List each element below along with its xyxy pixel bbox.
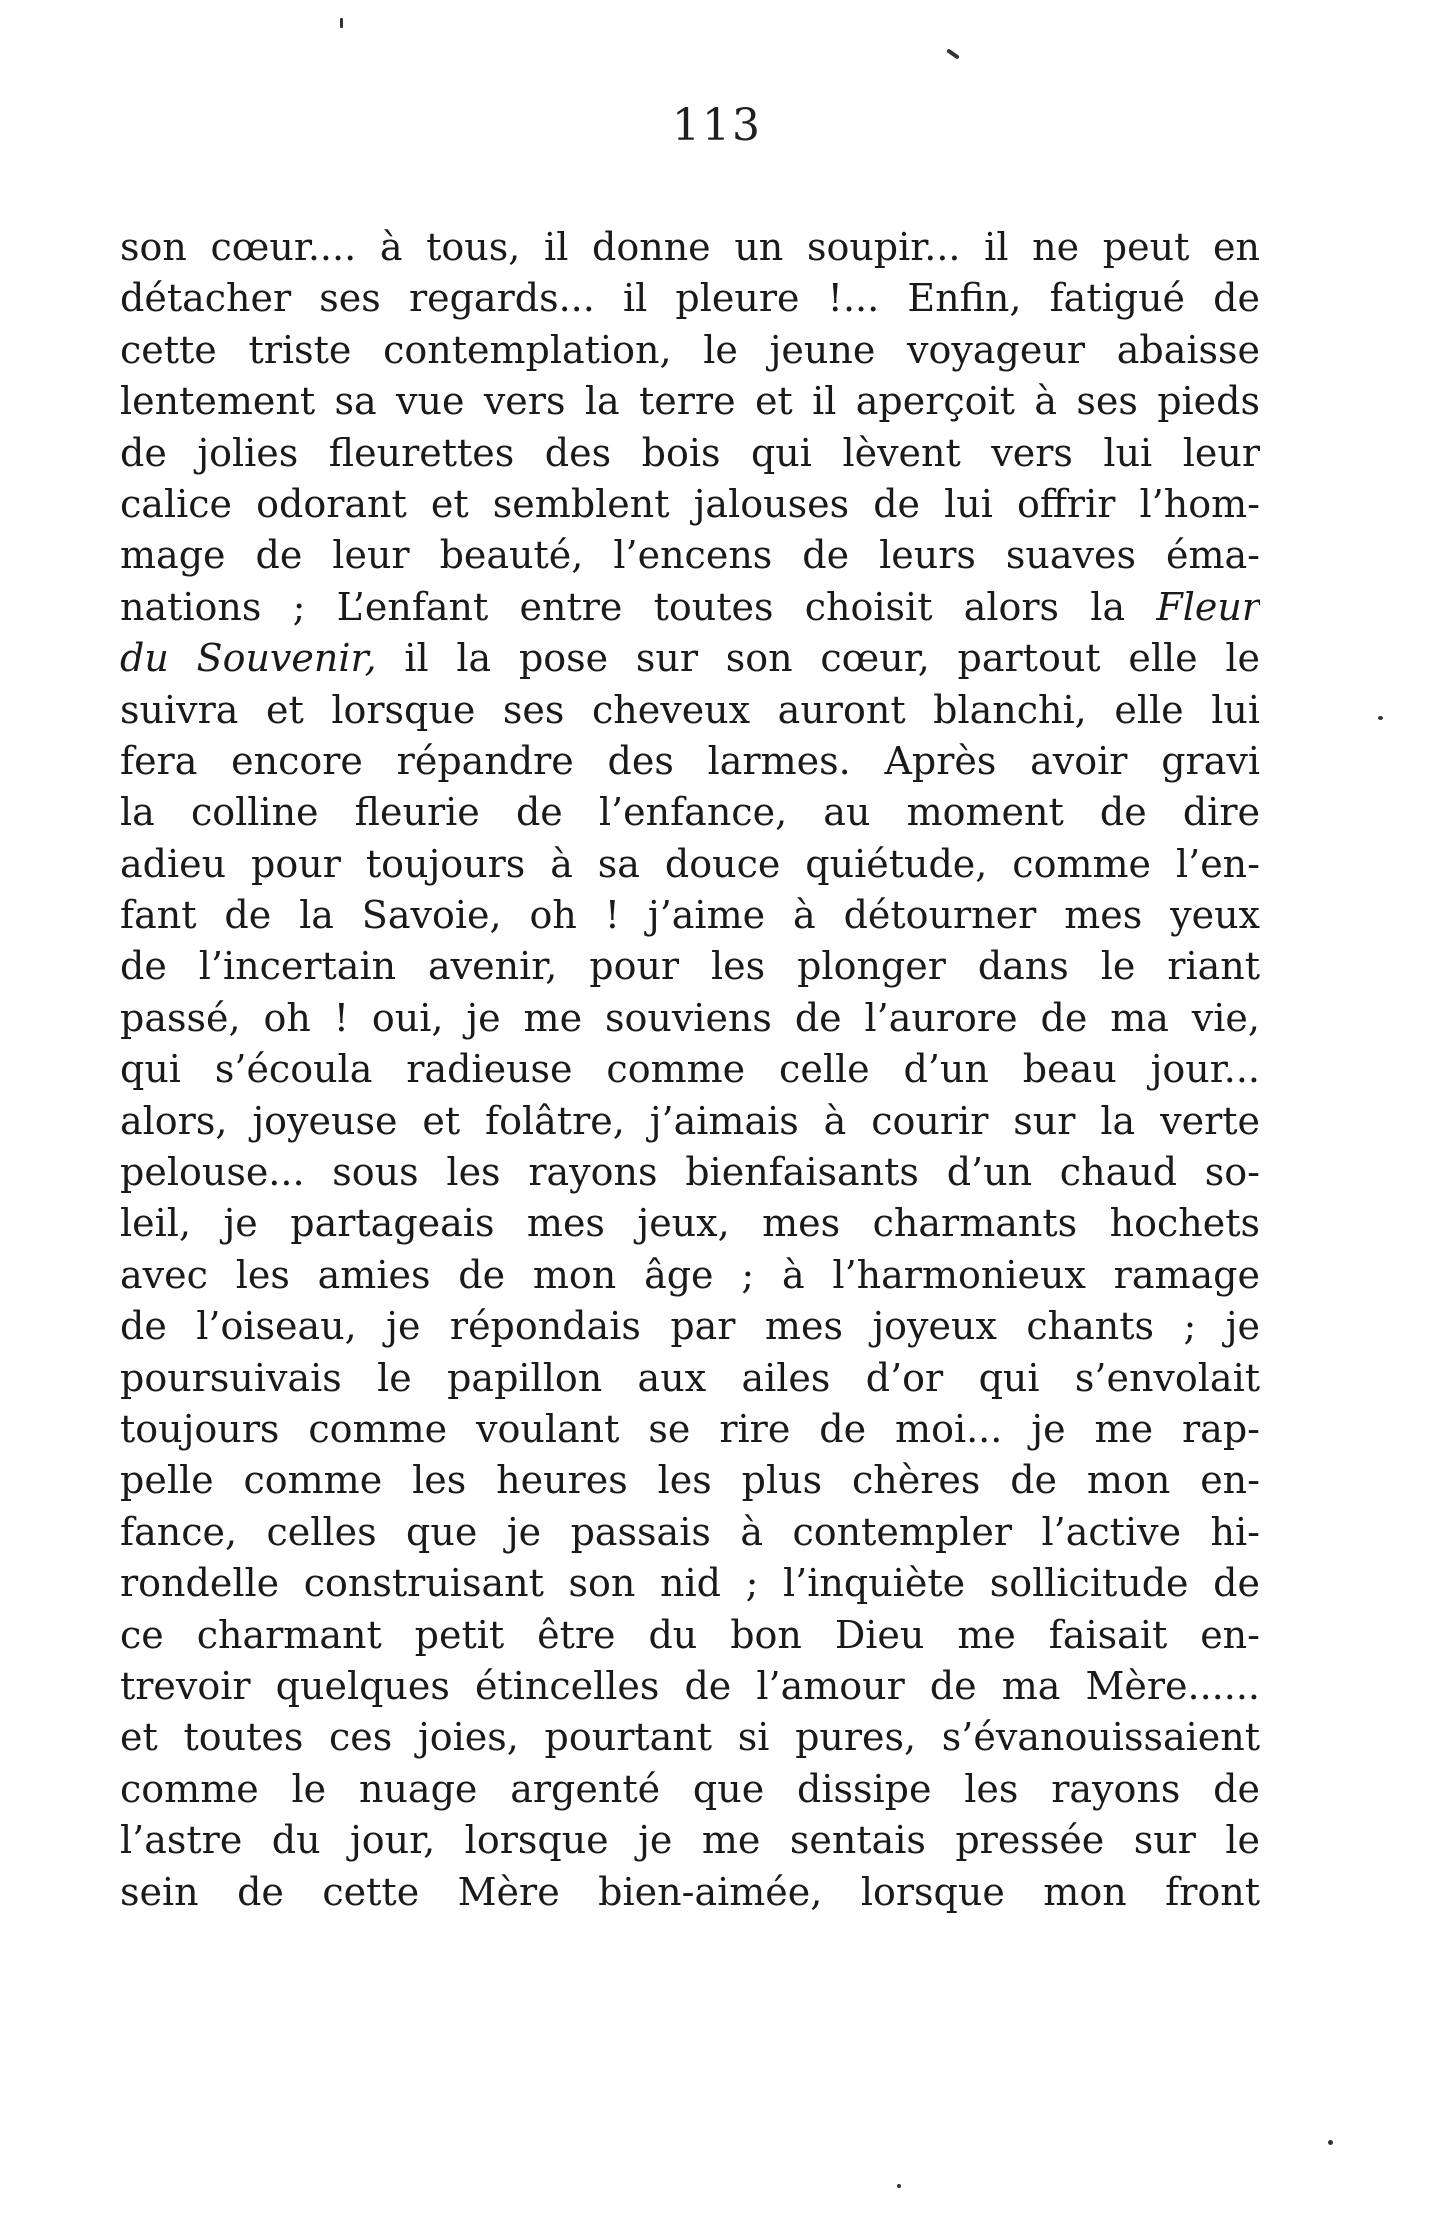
text-line-33: sein de cette Mère bien-aimée, lorsque mon front <box>120 1869 1260 1914</box>
text-line-9-full: du Souvenir, il la pose sur son cœur, partout elle le <box>120 636 1260 681</box>
text-line-32: l’astre du jour, lorsque je me sentais pressée sur le <box>120 1818 1260 1863</box>
scan-speck <box>946 48 960 59</box>
text-line-19: pelouse... sous les rayons bienfaisants d’un chaud so- <box>120 1150 1260 1195</box>
text-line-4: lentement sa vue vers la terre et il aperçoit à ses pieds <box>120 379 1260 424</box>
scan-speck <box>1328 2140 1333 2145</box>
text-line-21: avec les amies de mon âge ; à l’harmonieux ramage <box>120 1252 1260 1297</box>
text-line-1: son cœur.... à tous, il donne un soupir... il ne peut en <box>120 225 1260 269</box>
scan-speck <box>340 18 343 28</box>
scan-speck <box>897 2184 901 2188</box>
text-line-18: alors, joyeuse et folâtre, j’aimais à courir sur la verte <box>120 1098 1260 1143</box>
text-line-8-roman: nations ; L’enfant entre toutes choisit alors la <box>120 584 1126 629</box>
text-line-6: calice odorant et semblent jalouses de lui offrir l’hom- <box>120 481 1260 526</box>
text-line-13: adieu pour toujours à sa douce quiétude, comme l’en- <box>120 841 1260 886</box>
text-line-9 <box>120 633 1260 684</box>
italic-fleur: Fleur <box>1156 584 1260 629</box>
text-line-17: qui s’écoula radieuse comme celle d’un beau jour... <box>120 1047 1260 1092</box>
text-line-29: trevoir quelques étincelles de l’amour de ma Mère...... <box>120 1663 1260 1708</box>
page-number: 113 <box>672 100 762 151</box>
text-line-14: fant de la Savoie, oh ! j’aime à détourner mes yeux <box>120 893 1260 938</box>
text-line-5: de jolies fleurettes des bois qui lèvent vers lui leur <box>120 430 1260 475</box>
text-line-10: suivra et lorsque ses cheveux auront blanchi, elle lui <box>120 687 1260 732</box>
scan-speck <box>1378 716 1383 720</box>
text-line-7: mage de leur beauté, l’encens de leurs suaves éma- <box>120 533 1260 578</box>
text-line-31: comme le nuage argenté que dissipe les rayons de <box>120 1766 1260 1811</box>
text-line-20: leil, je partageais mes jeux, mes charmants hochets <box>120 1201 1260 1246</box>
body-text <box>120 222 1260 1918</box>
text-line-30: et toutes ces joies, pourtant si pures, s’évanouissaient <box>120 1715 1260 1760</box>
text-line-11: fera encore répandre des larmes. Après avoir gravi <box>120 738 1260 783</box>
text-line-27: rondelle construisant son nid ; l’inquiète sollicitude de <box>120 1561 1260 1606</box>
text-line-26: fance, celles que je passais à contempler l’active hi- <box>120 1509 1260 1554</box>
text-line-28: ce charmant petit être du bon Dieu me faisait en- <box>120 1612 1260 1657</box>
text-line-3: cette triste contemplation, le jeune voyageur abaisse <box>120 327 1260 372</box>
text-line-2: détacher ses regards... il pleure !... Enfin, fatigué de <box>120 276 1260 321</box>
text-line-12: la colline fleurie de l’enfance, au moment de dire <box>120 790 1260 835</box>
text-line-24: toujours comme voulant se rire de moi... je me rap- <box>120 1406 1260 1451</box>
text-line-25: pelle comme les heures les plus chères de mon en- <box>120 1458 1260 1503</box>
text-line-22: de l’oiseau, je répondais par mes joyeux chants ; je <box>120 1304 1260 1349</box>
text-line-8 <box>120 582 1260 633</box>
text-line-16: passé, oh ! oui, je me souviens de l’aurore de ma vie, <box>120 995 1260 1040</box>
italic-du-souvenir: du Souvenir, <box>120 636 377 681</box>
text-line-15: de l’incertain avenir, pour les plonger dans le riant <box>120 944 1260 989</box>
text-line-23: poursuivais le papillon aux ailes d’or qui s’envolait <box>120 1355 1260 1400</box>
